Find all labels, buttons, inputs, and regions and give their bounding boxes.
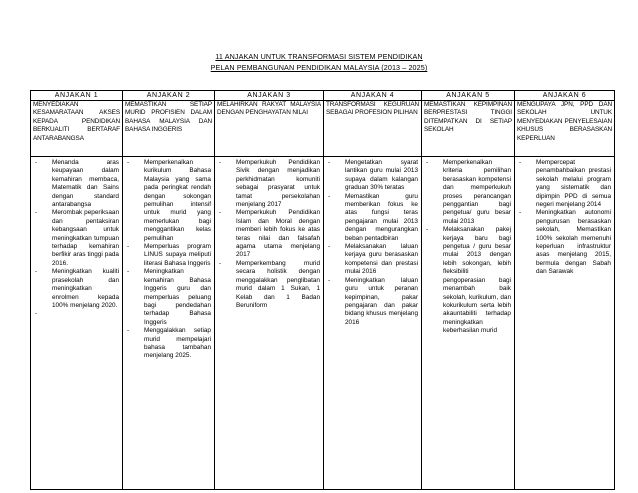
initiative-item xyxy=(327,277,418,327)
initiatives-cell xyxy=(123,157,215,490)
bullet-dash-icon: - xyxy=(127,243,130,251)
initiative-item xyxy=(34,209,119,268)
column-header: ANJAKAN 1 xyxy=(31,91,123,101)
initiative-text: Mengetatkan syarat lantikan guru mulai 2013 supaya dalam kalangan graduan 30% teratas xyxy=(345,159,418,192)
title-line-1: 11 ANJAKAN UNTUK TRANSFORMASI SISTEM PENDIDIKAN xyxy=(215,52,423,61)
bullet-dash-icon: - xyxy=(219,259,222,267)
column-header: ANJAKAN 6 xyxy=(515,91,615,101)
initiative-item xyxy=(518,209,611,276)
anjakan-table xyxy=(30,90,615,490)
initiative-text: Mempercepat penambahbaikan prestasi sekolah melalui program yang sistematik dan dipimpin PPD di semua negeri menjelang 2014 xyxy=(536,159,611,209)
initiative-item xyxy=(126,243,211,268)
initiative-text: Meningkatkan kemahiran Bahasa Inggeris guru dan memperluas peluang bagi pendedahan terhadap Bahasa Inggeris xyxy=(144,268,211,326)
bullet-dash-icon: - xyxy=(219,159,222,166)
initiative-text: Meningkatkan autonomi pengurusan berasaskan sekolah, Memastikan 100% sekolah memenuhi keperluan infrastruktur asas menjelang 2015, bermula dengan Sabah dan Sarawak xyxy=(536,209,611,276)
initiative-item xyxy=(126,268,211,327)
initiative-text: Memperluas program LINUS supaya meliputi literasi Bahasa Inggeris xyxy=(144,243,211,267)
initiative-text: Memperkenalkan kurikulum Bahasa Malaysia yang sama pada peringkat rendah dengan sokongan pemulihan intensif untuk murid yang memerlukan bagi menggantikan kelas pemulihan xyxy=(144,159,211,242)
initiative-item xyxy=(327,243,418,277)
goal-cell: TRANSFORMASI KEGURUAN SEBAGAI PROFESION PILIHAN xyxy=(324,101,422,157)
initiative-item xyxy=(425,226,511,335)
bullet-dash-icon: - xyxy=(219,209,222,217)
initiative-item xyxy=(34,159,119,209)
bullet-dash-icon: - xyxy=(328,159,331,166)
goal-cell: MEMASTIKAN KEPIMPINAN BERPRESTASI TINGGI DITEMPATKAN DI SETIAP SEKOLAH xyxy=(422,101,515,157)
initiative-item xyxy=(34,268,119,310)
initiatives-cell xyxy=(324,157,422,490)
bullet-dash-icon: - xyxy=(519,209,522,217)
bullet-dash-icon: - xyxy=(35,209,38,217)
initiative-item xyxy=(218,260,320,310)
initiative-item xyxy=(425,159,511,226)
bullet-dash-icon: - xyxy=(328,276,331,284)
bullet-dash-icon: - xyxy=(519,159,522,166)
bullet-dash-icon: - xyxy=(328,243,331,251)
initiative-text: Memperkenalkan kriteria pemilihan berasaskan kompetensi dan memperkukuh proses perancangan penggantian bagi pengetua/ guru besar mulai 2013 xyxy=(443,159,511,225)
goal-cell: MELAHIRKAN RAKYAT MALAYSIA DENGAN PENGHAYATAN NILAI xyxy=(215,101,324,157)
initiative-text: Merombak peperiksaan dan pentaksiran kebangsaan untuk meningkatkan tumpuan terhadap kemahiran berfikir aras tinggi pada 2016. xyxy=(52,209,119,267)
initiative-text: Memperkukuh Pendidikan Sivik dengan menjadikan perkhidmatan komuniti sebagai prasyarat untuk tamat persekolahan menjelang 2017 xyxy=(236,159,320,209)
initiative-list xyxy=(34,159,119,318)
bullet-dash-icon: - xyxy=(127,159,130,166)
initiative-text: Memperkukuh Pendidikan Islam dan Moral dengan memberi lebih fokus ke atas teras nilai dan falsafah agama utama menjelang 2017 xyxy=(236,209,320,259)
initiative-list xyxy=(425,159,511,336)
bullet-dash-icon: - xyxy=(35,159,38,166)
initiatives-cell xyxy=(515,157,615,490)
initiative-item xyxy=(327,193,418,243)
bullet-dash-icon: - xyxy=(35,268,38,276)
bullet-dash-icon: - xyxy=(35,310,38,318)
initiative-item xyxy=(126,327,211,361)
initiative-text: Menanda aras keupayaan dalam kemahiran membaca, Matematik dan Sains dengan standard antarabangsa xyxy=(52,159,119,209)
initiative-item xyxy=(327,159,418,193)
bullet-dash-icon: - xyxy=(127,268,130,276)
bullet-dash-icon: - xyxy=(328,192,331,200)
initiative-list xyxy=(218,159,320,310)
goal-cell: MENGUPAYA JPN, PPD DAN SEKOLAH UNTUK MENYEDIAKAN PENYELESAIAN KHUSUS BERASASKAN KEPERLUAN xyxy=(515,101,615,157)
column-header: ANJAKAN 4 xyxy=(324,91,422,101)
initiatives-cell xyxy=(31,157,123,490)
bullet-dash-icon: - xyxy=(426,226,429,234)
bullet-dash-icon: - xyxy=(127,327,130,335)
initiative-text: Melaksanakan pakej kerjaya baru bagi pengetua / guru besar mulai 2013 dengan lebih sokongan, lebih fleksibiliti pengoperasian bagi menambah baik sekolah, kurikulum, dan kokurikulum serta lebih akauntabiliti terhadap meningkatkan keberhasilan murid xyxy=(443,226,511,335)
initiative-text: Meningkatkan kualiti prasekolah dan meningkatkan enrolmen kepada 100% menjelang 2020. xyxy=(52,268,119,309)
initiative-list xyxy=(126,159,211,361)
initiative-list xyxy=(327,159,418,327)
column-header: ANJAKAN 2 xyxy=(123,91,215,101)
goal-cell: MENYEDIAKAN KESAMARATAAN AKSES KEPADA PENDIDIKAN BERKUALITI BERTARAF ANTARABANGSA xyxy=(31,101,123,157)
document-title xyxy=(0,51,638,73)
initiatives-cell xyxy=(422,157,515,490)
goal-cell: MEMASTIKAN SETIAP MURID PROFISIEN DALAM BAHASA MALAYSIA DAN BAHASA INGGERIS xyxy=(123,101,215,157)
initiative-item xyxy=(218,159,320,209)
title-line-2: PELAN PEMBANGUNAN PENDIDIKAN MALAYSIA (2013 – 2025) xyxy=(210,63,428,72)
header-row xyxy=(31,91,615,101)
goal-row xyxy=(31,101,615,157)
initiative-text: Memastikan guru memberikan fokus ke atas fungsi teras pengajaran mulai 2013 dengan mengurangkan beban pentadbiran xyxy=(345,192,418,242)
bullet-dash-icon: - xyxy=(426,159,429,166)
column-header: ANJAKAN 3 xyxy=(215,91,324,101)
column-header: ANJAKAN 5 xyxy=(422,91,515,101)
initiative-list xyxy=(518,159,611,277)
initiatives-cell xyxy=(215,157,324,490)
initiative-text: Memperkembang murid secara holistik dengan menggalakkan penglibatan murid dalam 1 Sukan, 1 Kelab dan 1 Badan Beruniform xyxy=(236,259,320,309)
initiative-item xyxy=(518,159,611,209)
initiative-text: Melaksanakan laluan kerjaya guru berasaskan kompetensi dan prestasi mulai 2016 xyxy=(345,243,418,276)
initiative-item xyxy=(126,159,211,243)
initiative-text: Menggalakkan setiap murid mempelajari bahasa tambahan menjelang 2025. xyxy=(144,327,211,360)
initiative-text: Meningkatkan laluan guru untuk peranan kepimpinan, pakar pengajaran dan pakar bidang khusus menjelang 2016 xyxy=(345,276,418,326)
initiatives-row xyxy=(31,157,615,490)
initiative-item xyxy=(218,209,320,259)
